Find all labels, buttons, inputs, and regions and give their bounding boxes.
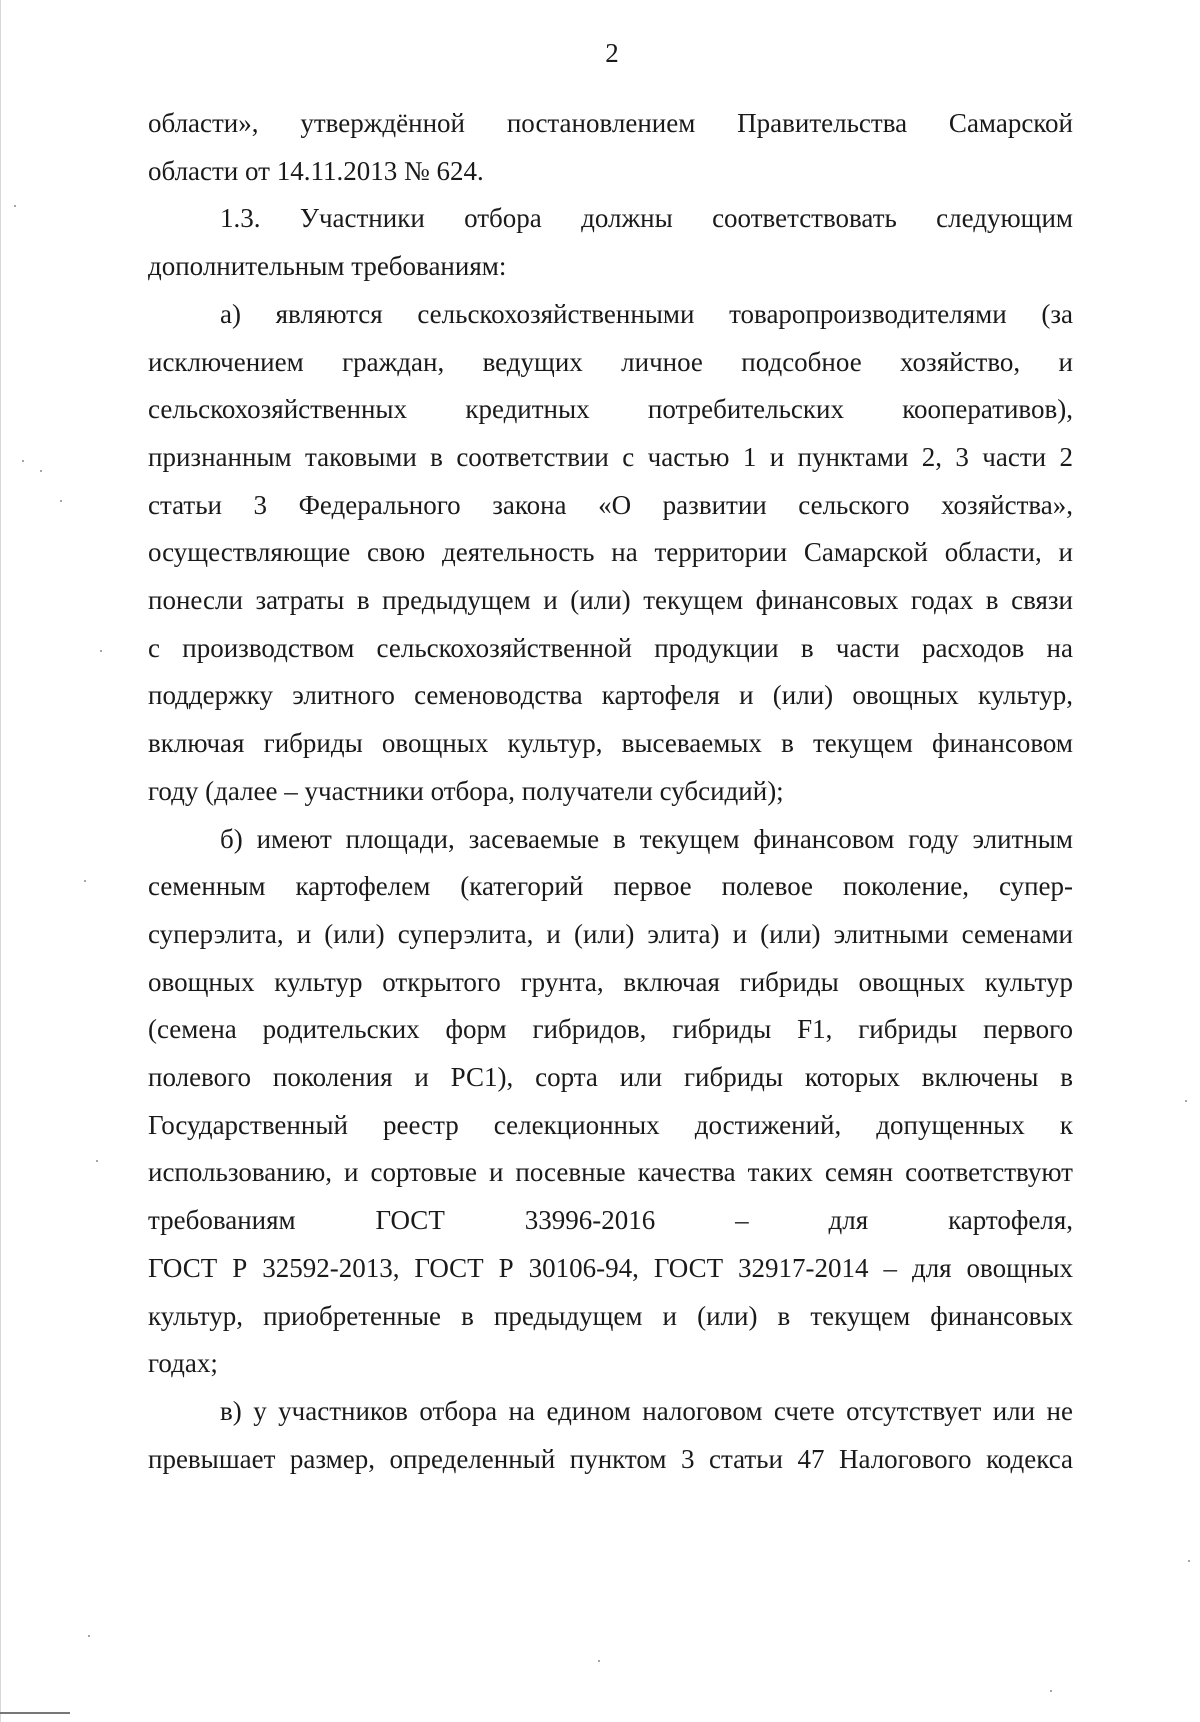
text-line: области от 14.11.2013 № 624. xyxy=(148,155,484,186)
text-line: сельскохозяйственных кредитных потребительских кооперативов), xyxy=(148,394,1073,425)
text-line: ГОСТ Р 32592-2013, ГОСТ Р 30106-94, ГОСТ 32917-2014 – для овощных xyxy=(148,1252,1073,1283)
text-line: понесли затраты в предыдущем и (или) текущем финансовых годах в связи xyxy=(148,585,1073,616)
text-line: поддержку элитного семеноводства картофеля и (или) овощных культур, xyxy=(148,680,1073,711)
scan-speck xyxy=(84,880,86,882)
text-line: области», утверждённой постановлением Правительства Самарской xyxy=(148,108,1073,138)
text-line: в) у участников отбора на едином налоговом счете отсутствует или не xyxy=(220,1395,1073,1426)
binding-edge xyxy=(0,0,1,1722)
scan-speck xyxy=(60,500,62,502)
text-line: суперэлита, и (или) суперэлита, и (или) элита) и (или) элитными семенами xyxy=(148,918,1073,949)
text-line: культур, приобретенные в предыдущем и (или) в текущем финансовых xyxy=(148,1300,1073,1331)
text-line: исключением граждан, ведущих личное подсобное хозяйство, и xyxy=(148,346,1073,377)
scan-speck xyxy=(22,460,24,462)
scan-speck xyxy=(1050,1690,1052,1692)
text-line: овощных культур открытого грунта, включая гибриды овощных культур xyxy=(148,966,1073,997)
text-line: с производством сельскохозяйственной продукции в части расходов на xyxy=(148,632,1073,663)
scan-speck xyxy=(88,1635,90,1637)
document-body xyxy=(148,100,1073,1483)
text-line: включая гибриды овощных культур, высеваемых в текущем финансовом xyxy=(148,728,1073,759)
text-line: требованиям ГОСТ 33996-2016 – для картофеля, xyxy=(148,1205,1073,1236)
text-line: статьи 3 Федерального закона «О развитии сельского хозяйства», xyxy=(148,489,1073,520)
text-line: использованию, и сортовые и посевные качества таких семян соответствуют xyxy=(148,1157,1073,1188)
text-line: б) имеют площади, засеваемые в текущем финансовом году элитным xyxy=(220,823,1073,854)
text-line: дополнительным требованиям: xyxy=(148,251,507,282)
bottom-edge-mark xyxy=(0,1712,70,1714)
paragraph xyxy=(148,1388,1073,1483)
text-line: 1.3. Участники отбора должны соответствовать следующим xyxy=(220,203,1073,234)
paragraph xyxy=(148,816,1073,1388)
text-line: признанным таковыми в соответствии с частью 1 и пунктами 2, 3 части 2 xyxy=(148,441,1073,472)
paragraph xyxy=(148,291,1073,816)
scan-speck xyxy=(14,205,16,207)
text-line: семенным картофелем (категорий первое полевое поколение, супер- xyxy=(148,871,1073,902)
text-line: превышает размер, определенный пунктом 3 статьи 47 Налогового кодекса xyxy=(148,1443,1073,1474)
scan-speck xyxy=(40,470,42,472)
scan-speck xyxy=(96,1160,98,1162)
text-line: осуществляющие свою деятельность на территории Самарской области, и xyxy=(148,537,1073,568)
scan-speck xyxy=(100,650,102,652)
text-line: а) являются сельскохозяйственными товаропроизводителями (за xyxy=(220,298,1073,329)
text-line: году (далее – участники отбора, получатели субсидий); xyxy=(148,775,784,806)
paragraph xyxy=(148,100,1073,195)
text-line: годах; xyxy=(148,1348,218,1379)
scan-speck xyxy=(1185,1100,1187,1102)
scan-speck xyxy=(1188,1560,1190,1562)
text-line: Государственный реестр селекционных достижений, допущенных к xyxy=(148,1109,1073,1140)
scan-speck xyxy=(598,1660,600,1662)
text-line: полевого поколения и РС1), сорта или гибриды которых включены в xyxy=(148,1062,1073,1093)
page-number: 2 xyxy=(605,38,619,68)
paragraph xyxy=(148,195,1073,290)
text-line: (семена родительских форм гибридов, гибриды F1, гибриды первого xyxy=(148,1014,1073,1045)
